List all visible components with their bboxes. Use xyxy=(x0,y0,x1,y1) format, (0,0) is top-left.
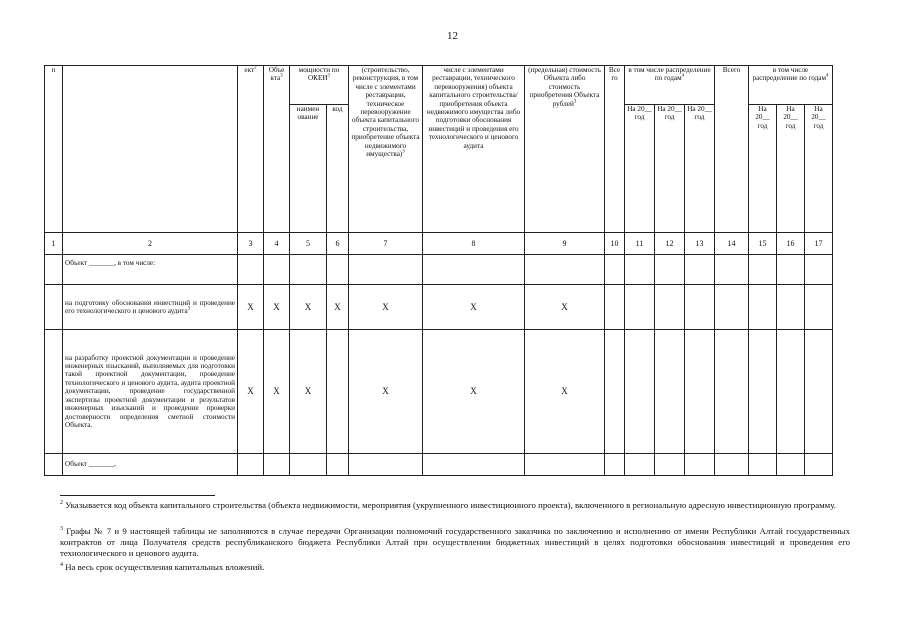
header-col-5: наимен ование xyxy=(290,105,327,233)
col-number: 4 xyxy=(264,233,290,255)
col-number: 17 xyxy=(805,233,833,255)
col-number: 10 xyxy=(605,233,625,255)
header-year-15: На 20__ год xyxy=(749,105,777,233)
col-number: 9 xyxy=(525,233,605,255)
header-col-8: числе с элементами реставрации, технического перевооружения) объекта капитального строительства/приобретения объекта недвижимого имущества либо подготовки обоснования инвестиций и проведения его технологического и ценового аудита xyxy=(423,66,525,233)
column-numbers-row xyxy=(45,233,833,255)
header-col-6: код xyxy=(327,105,349,233)
footnote-4: $^4$ На весь срок осуществления капитальных вложений. xyxy=(60,562,265,572)
footnote-separator xyxy=(60,495,215,496)
table-row-object-2 xyxy=(45,454,833,476)
col-number: 14 xyxy=(715,233,749,255)
mark-x: X xyxy=(264,330,290,454)
mark-x: X xyxy=(349,330,423,454)
footnote-2: $^2$ Указывается код объекта капитального строительства (объекта недвижимости, мероприятия (укрупненного инвестиционного проекта), включенного в региональную адресную инвестиционную программу. xyxy=(60,500,836,510)
mark-x: X xyxy=(423,330,525,454)
mark-x: X xyxy=(290,330,327,454)
row-label: Объект _______, xyxy=(63,454,238,476)
mark-x: X xyxy=(525,285,605,330)
footnote-3: $^3$ Графы № 7 и 9 настоящей таблицы не заполняются в случае передачи Организации полномочий государственного заказчика по заключению и исполнению от имени Республики Алтай государственных контрактов от лица Получателя средств республиканского бюджета Республики Алтай при осуществлении бюджетных инвестиций в целях подготовки обоснования инвестиций и проведения его технологического и ценового аудита. xyxy=(60,526,850,558)
investment-table xyxy=(44,65,833,476)
row-label: на разработку проектной документации и проведение инженерных изысканий, выполняемых для подготовки такой проектной документации, проведение технологического и ценового аудита, аудита проектной документации, проведение государственной экспертизы проектной документации и результатов инженерных изысканий и проведение проверки достоверности определения сметной стоимости Объекта. xyxy=(63,330,238,454)
col-number: 8 xyxy=(423,233,525,255)
table-row-object xyxy=(45,255,833,285)
mark-x: X xyxy=(264,285,290,330)
header-col-4: Объе кта$^3$ xyxy=(264,66,290,233)
col-number: 5 xyxy=(290,233,327,255)
header-year-16: На 20__ год xyxy=(777,105,805,233)
row-label: Объект _______, в том числе: xyxy=(63,255,238,285)
table-row-design xyxy=(45,330,833,454)
header-col-11-13: в том числе распределение по годам$^4$ xyxy=(625,66,715,105)
mark-x: X xyxy=(290,285,327,330)
col-number: 7 xyxy=(349,233,423,255)
col-number: 3 xyxy=(238,233,264,255)
header-col-9: (предельная) стоимость Объекта либо стоимость приобретения Объекта рублей$^3$ xyxy=(525,66,605,233)
col-number: 15 xyxy=(749,233,777,255)
mark-x: X xyxy=(525,330,605,454)
header-year-11: На 20__ год xyxy=(625,105,655,233)
header-year-12: На 20__ год xyxy=(655,105,685,233)
header-col-7: (строительство, реконструкция, в том числе с элементами реставрации, техническое перевооружение объекта капитального строительства, приобретение объекта недвижимого имущества)$^3$ xyxy=(349,66,423,233)
header-year-17: На 20__ год xyxy=(805,105,833,233)
col-number: 6 xyxy=(327,233,349,255)
header-col-14: Всего xyxy=(715,66,749,233)
page-number: 12 xyxy=(447,30,458,42)
header-year-13: На 20__ год xyxy=(685,105,715,233)
table-row-feasibility xyxy=(45,285,833,330)
mark-x: X xyxy=(327,285,349,330)
mark-x: X xyxy=(423,285,525,330)
header-col-5-6: мощности по ОКЕИ$^3$ xyxy=(290,66,349,105)
col-number: 13 xyxy=(685,233,715,255)
col-number: 11 xyxy=(625,233,655,255)
header-col-15-17: в том числе распределение по годам$^4$ xyxy=(749,66,833,105)
header-col-2 xyxy=(63,66,238,233)
row-label: на подготовку обоснования инвестиций и проведение его технологического и ценового аудита$^3$ xyxy=(63,285,238,330)
mark-x: X xyxy=(349,285,423,330)
header-col-3: ект$^2$ xyxy=(238,66,264,233)
col-number: 12 xyxy=(655,233,685,255)
mark-x: X xyxy=(238,330,264,454)
header-col-1: п xyxy=(45,66,63,233)
col-number: 2 xyxy=(63,233,238,255)
mark-x: X xyxy=(238,285,264,330)
col-number: 16 xyxy=(777,233,805,255)
col-number: 1 xyxy=(45,233,63,255)
header-col-10: Все го xyxy=(605,66,625,233)
